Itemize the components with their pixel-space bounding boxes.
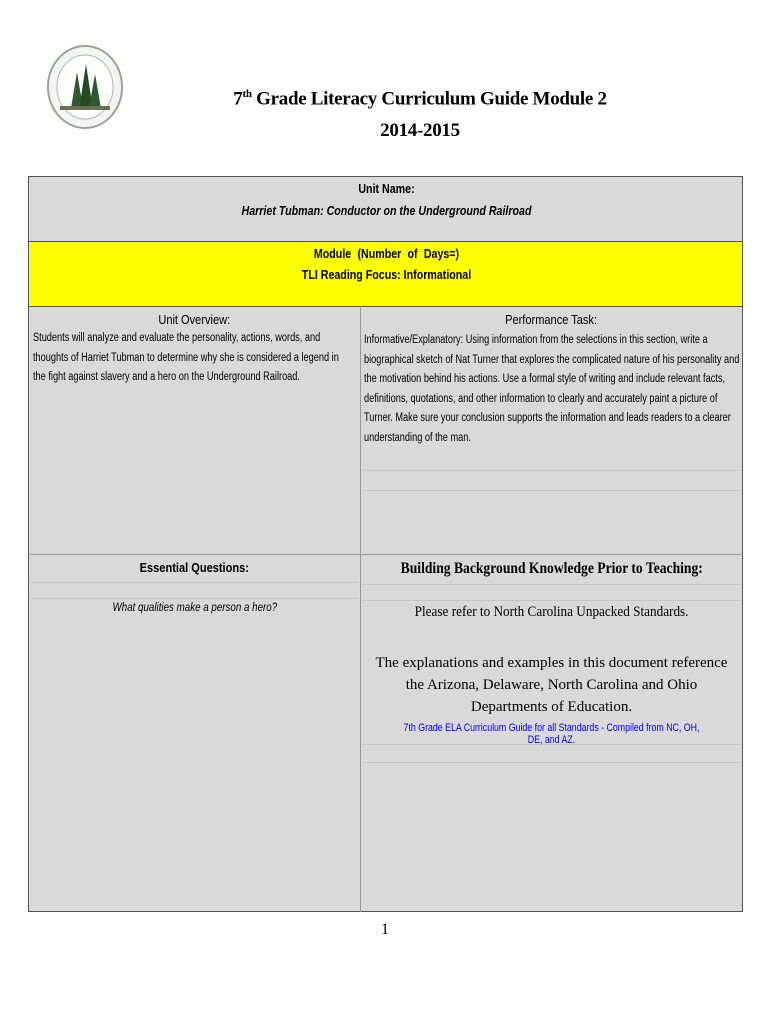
background-knowledge-heading: Building Background Knowledge Prior to Teaching: [400,560,703,577]
school-seal-logo [46,44,124,130]
essential-questions-heading: Essential Questions: [139,560,250,575]
unit-overview-heading: Unit Overview: [158,312,231,327]
essential-question: What qualities make a person a hero? [112,602,277,614]
page-number: 1 [381,921,389,938]
module-days-line: Module (Number of Days=) [313,246,460,261]
document-title: 7th Grade Literacy Curriculum Guide Module 2 [233,88,607,110]
explanation-note: The explanations and examples in this document reference the Arizona, Delaware, North Carolina and Ohio Departments of Education. [375,655,728,715]
reading-focus-line: TLI Reading Focus: Informational [301,267,472,282]
school-year: 2014-2015 [380,120,460,141]
curriculum-guide-link[interactable]: 7th Grade ELA Curriculum Guide for all Standards - Compiled from NC, OH, DE, and AZ. [403,722,700,746]
unit-name-label: Unit Name: [358,181,415,196]
unit-name-value: Harriet Tubman: Conductor on the Underground Railroad [241,203,532,218]
field-rule [362,470,740,471]
unit-overview-text: Students will analyze and evaluate the personality, actions, words, and thoughts of Harriet Tubman to determine why she is considered a legend in the fight against slavery and a hero on the Underground Railroad. [33,332,339,384]
field-rule [362,490,740,491]
field-rule [30,598,358,599]
field-rule [362,600,740,601]
field-rule [362,762,740,763]
module-section [28,241,743,307]
row-divider [28,554,743,555]
performance-task-heading: Performance Task: [505,312,598,327]
unpacked-standards-note: Please refer to North Carolina Unpacked Standards. [414,604,689,620]
performance-task-text: Informative/Explanatory: Using information from the selections in this section, write a biographical sketch of Nat Turner that explores the complicated nature of his personality and the motivation behind his actions. Use a formal style of writing and include relevant facts, definitions, quotations, and other information to clearly and accurately paint a picture of Turner. Make sure your conclusion supports the information and leads readers to a clearer understanding of the man. [364,334,740,444]
unit-name-section [28,176,743,242]
field-rule [362,584,740,585]
field-rule [30,582,358,583]
